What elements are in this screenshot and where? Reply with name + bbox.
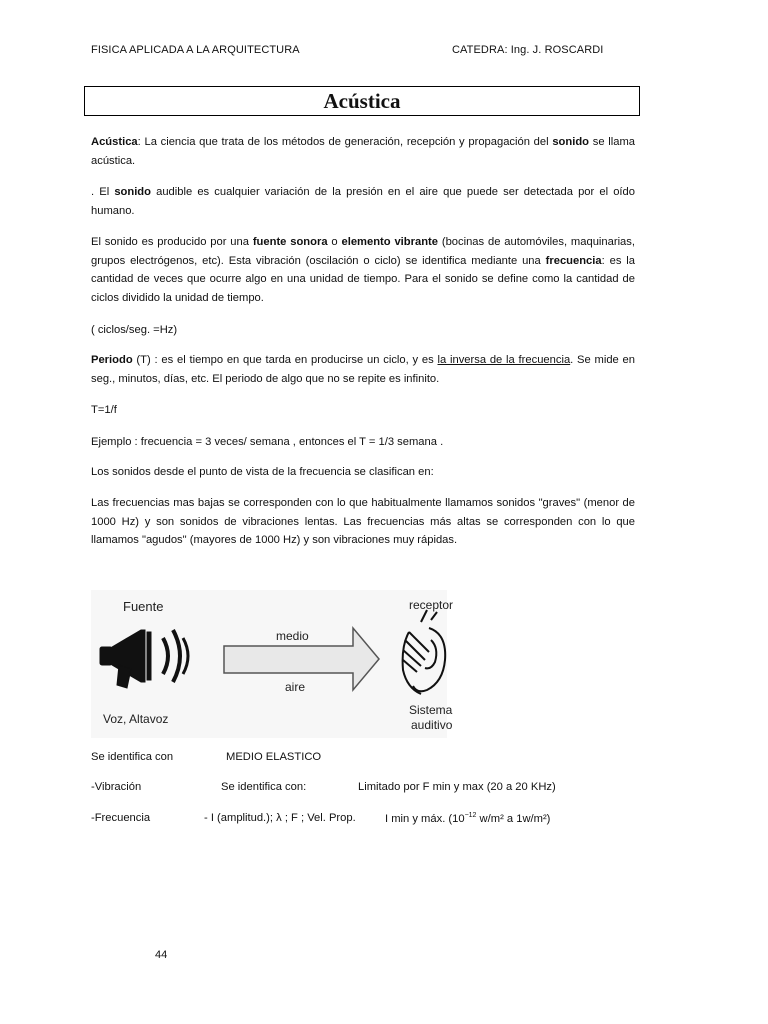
- sound-transmission-figure: [91, 590, 454, 738]
- row2-mid: Se identifica con:: [221, 781, 307, 793]
- paragraph-frequencies: Las frecuencias mas bajas se corresponden con lo que habitualmente llamamos sonidos "graves" (menor de 1000 Hz) y son sonidos de vibraciones lentas. Las frecuencias más altas se corresponden con lo que llamamos "agudos" (mayores de 1000 Hz) y son vibraciones muy rápidas.: [91, 497, 635, 546]
- row3-left: -Frecuencia: [91, 812, 151, 824]
- figure-label-aire: aire: [285, 680, 306, 694]
- row3-right: I min y máx. ($10^{-12}$ w/m² a 1w/m²): [385, 812, 551, 825]
- paragraph-period: Periodo (T) : es el tiempo en que tarda en producirse un ciclo, y es la inversa de la frecuencia. Se mide en seg., minutos, días, etc. El periodo de algo que no se repite es infinito.: [91, 354, 635, 385]
- paragraph-classification: Los sonidos desde el punto de vista de la frecuencia se clasifican en:: [91, 466, 434, 478]
- figure-label-auditivo: auditivo: [411, 718, 453, 732]
- paragraph-units: ( ciclos/seg. =Hz): [91, 324, 178, 336]
- figure-label-fuente: Fuente: [123, 599, 164, 614]
- row2-right: Limitado por F min y max (20 a 20 KHz): [358, 781, 556, 793]
- row2-left: -Vibración: [91, 781, 142, 793]
- header-course: FISICA APLICADA A LA ARQUITECTURA: [91, 44, 300, 56]
- paragraph-definition: Acústica: La ciencia que trata de los métodos de generación, recepción y propagación del sonido se llama acústica.: [91, 136, 635, 167]
- figure-label-voz: Voz, Altavoz: [103, 712, 169, 726]
- paragraph-example: Ejemplo : frecuencia = 3 veces/ semana , entonces el T = 1/3 semana .: [91, 436, 444, 448]
- figure-label-medio: medio: [276, 629, 309, 643]
- row1-right: MEDIO ELASTICO: [226, 751, 322, 763]
- page-title: Acústica: [323, 89, 401, 113]
- row1-left: Se identifica con: [91, 751, 174, 763]
- header-chair: CATEDRA: Ing. J. ROSCARDI: [452, 44, 604, 56]
- paragraph-source: El sonido es producido por una fuente sonora o elemento vibrante (bocinas de automóviles, maquinarias, grupos electrógenos, etc). Esta vibración (oscilación o ciclo) se identifica mediante una frecuencia: es la cantidad de veces que ocurre algo en una unidad de tiempo. Para el sonido se define como la cantidad de ciclos dividido la unidad de tiempo.: [91, 236, 635, 304]
- figure-label-sistema: Sistema: [409, 703, 453, 717]
- page-number: 44: [155, 949, 168, 961]
- title-box: [84, 86, 640, 116]
- row3-mid: - I (amplitud.); λ ; F ; Vel. Prop.: [204, 812, 356, 824]
- figure-label-receptor: receptor: [409, 598, 454, 612]
- formula-period: T=1/f: [91, 404, 117, 416]
- paragraph-sound: . El sonido audible es cualquier variación de la presión en el aire que puede ser detectada por el oído humano.: [91, 186, 635, 217]
